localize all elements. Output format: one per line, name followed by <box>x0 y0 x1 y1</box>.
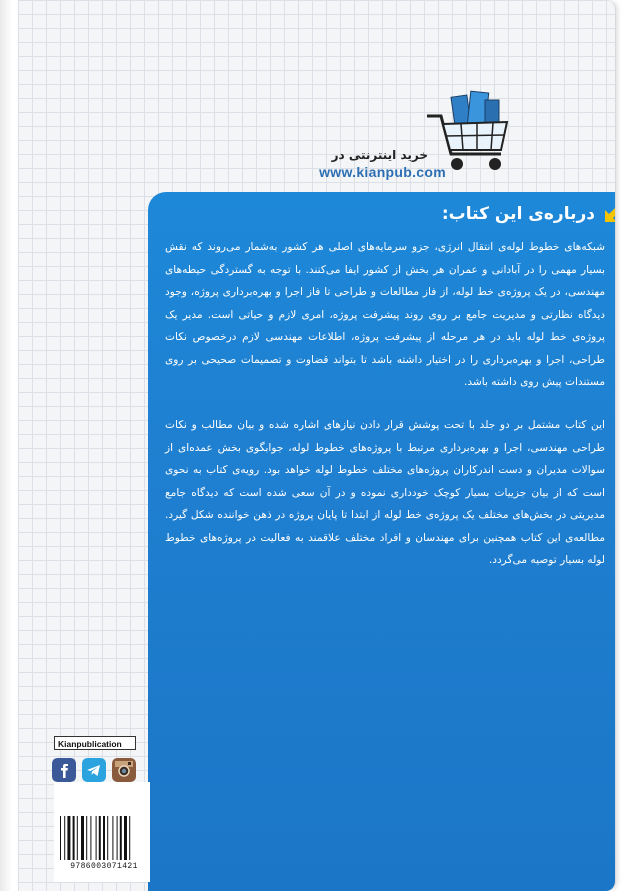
barcode-bar <box>86 816 87 860</box>
isbn-number: 9786003071421 <box>70 862 138 871</box>
publisher-handle: Kianpublication <box>54 736 136 750</box>
barcode-bar <box>129 816 130 860</box>
description-paragraph-1: شبکه‌های خطوط لوله‌ی انتقال انرژی، جزو سرمایه‌های اصلی هر کشور به‌شمار می‌روند که نقش بسیار مهمی را در آبادانی و عمران هر بخش از کشور ایفا می‌کنند. با توجه به گستردگی حیطه‌های مهندسی، در یک پروژه‌ی خط لوله، از فاز مطالعات و طراحی تا فاز اجرا و بهره‌برداری پروژه، وجود دیدگاه نظارتی و مدیریت جامع بر روی روند پیشرفت پروژه، امری لازم و حیاتی است. مدیر یک پروژه‌ی خط لوله باید در هر مرحله از پیشرفت پروژه، اطلاعات مهندسی لازم درخصوص نکات طراحی، اجرا و بهره‌برداری را در اختیار داشته باشد تا بتواند قضاوت و تصمیمات صحیحی بر روی مستندات پیش روی داشته باشد. <box>165 241 605 388</box>
isbn-barcode-area <box>54 782 150 882</box>
shop-url-link[interactable]: www.kianpub.com <box>319 164 446 180</box>
barcode-bar <box>96 816 97 860</box>
barcode-bar <box>117 816 118 860</box>
barcode-bar <box>124 816 127 860</box>
about-title: درباره‌ی این کتاب: <box>441 204 595 224</box>
description-paragraph-2: این کتاب مشتمل بر دو جلد با تحت پوشش قرار دادن نیازهای اشاره شده و بیان مطالب و نکات طراحی مهندسی، اجرا و بهره‌برداری مرتبط با پروژه‌های خطوط لوله، جوابگوی بخش عمده‌ای از سوالات مدیران و دست اندرکاران پروژه‌های مختلف خطوط لوله خواهد بود. رویه‌ی کتاب به نحوی است که از بیان جزییات بسیار کوچک خودداری نموده و در آن سعی شده است که دیدگاه جامع مدیریتی در بخش‌های مختلف یک پروژه‌ی خط لوله از ابتدا تا پایان پروژه در ذهن خواننده شکل گیرد. مطالعه‌ی این کتاب همچنین برای مهندسان و افراد مختلف علاقمند به فعالیت در پروژه‌های خطوط لوله بسیار توصیه می‌گردد. <box>165 419 605 566</box>
barcode-bar <box>60 816 61 860</box>
barcode-bar <box>99 816 101 860</box>
barcode-bar <box>90 816 91 860</box>
barcode-bar <box>73 816 75 860</box>
barcode-bar <box>103 816 105 860</box>
barcode-bar <box>81 816 84 860</box>
barcode-bar <box>107 816 108 860</box>
telegram-icon[interactable] <box>82 758 106 782</box>
shop-caption: خرید اینترنتی در <box>331 148 428 162</box>
barcode <box>60 816 146 860</box>
cover-edge <box>0 0 12 891</box>
yellow-arrow-icon <box>603 206 616 224</box>
barcode-bar <box>77 816 78 860</box>
barcode-bar <box>64 816 65 860</box>
facebook-icon[interactable] <box>52 758 76 782</box>
barcode-bar <box>67 816 70 860</box>
back-cover <box>18 0 616 891</box>
barcode-bar <box>120 816 122 860</box>
about-book-panel <box>148 192 616 891</box>
barcode-bar <box>112 816 113 860</box>
instagram-icon[interactable] <box>112 758 136 782</box>
